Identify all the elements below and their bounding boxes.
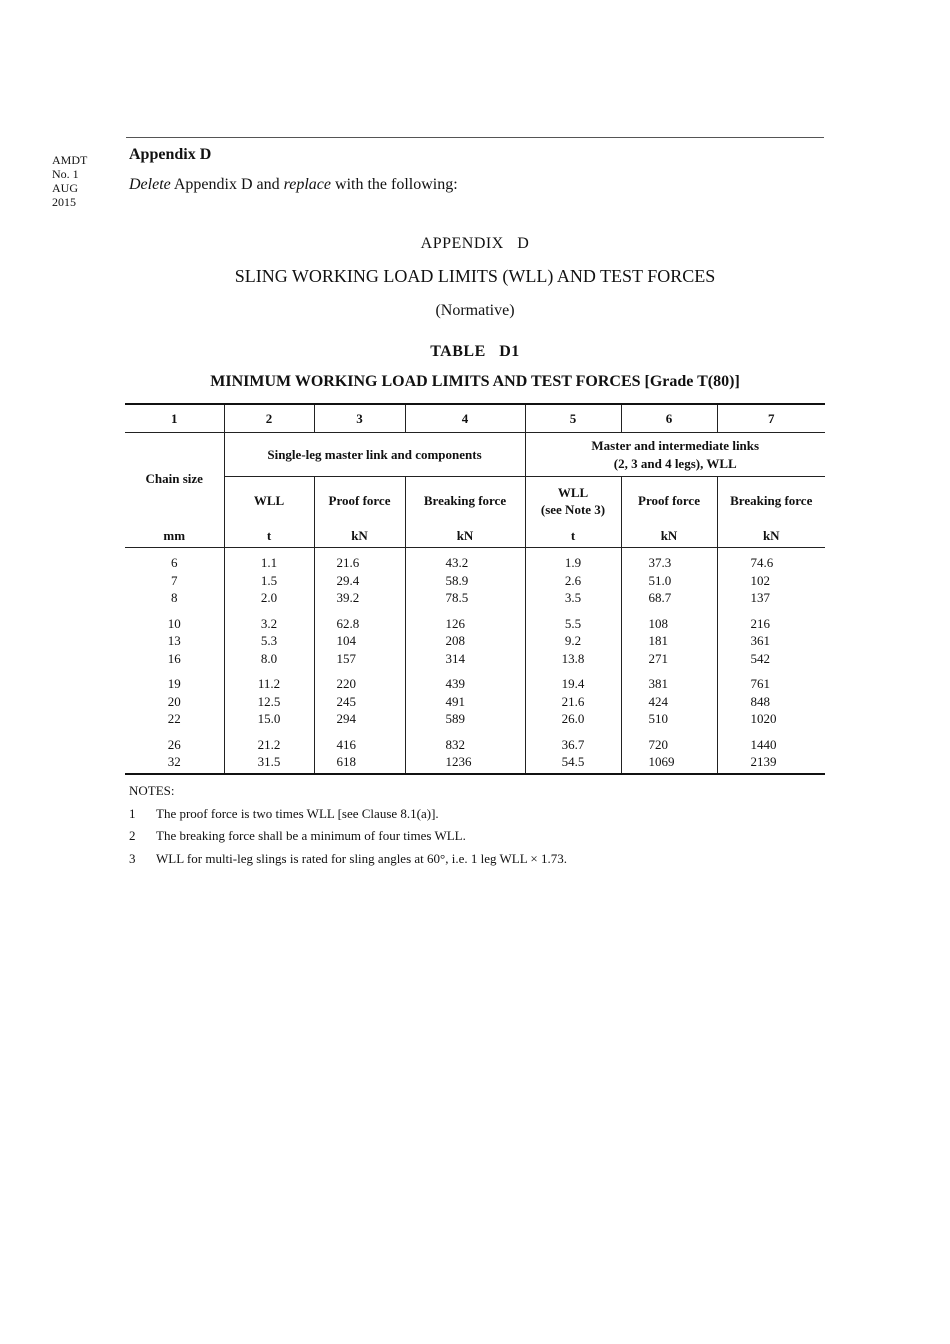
table-cell: 8.0: [224, 650, 314, 668]
table-cell: 31.5: [224, 753, 314, 774]
table-cell: 12.5: [224, 693, 314, 711]
column-number-row: [125, 404, 825, 433]
instruction-end: with the following:: [331, 176, 458, 193]
note-item: [129, 803, 567, 826]
appendix-status: (Normative): [435, 302, 515, 319]
table-cell: 8: [125, 589, 224, 607]
column-number: 7: [717, 404, 825, 433]
notes-heading: NOTES:: [129, 783, 175, 798]
table-cell: 11.2: [224, 667, 314, 693]
table-row: [125, 589, 825, 607]
multi-wll-header: [525, 477, 621, 525]
proof-force-header: Proof force: [314, 477, 405, 525]
table-cell: 416: [314, 728, 405, 754]
multi-wll-line: WLL: [557, 484, 589, 500]
column-number: 4: [405, 404, 525, 433]
table-cell: 102: [750, 572, 770, 588]
multi-leg-group-header: [525, 433, 825, 477]
note-item: [129, 825, 567, 848]
table-cell: 1.5: [224, 572, 314, 590]
unit-cell: t: [525, 524, 621, 548]
note-text: WLL for multi-leg slings is rated for sling angles at 60°, i.e. 1 leg WLL × 1.73.: [156, 850, 567, 866]
note-item: [129, 848, 567, 871]
table-cell: 1020: [750, 711, 777, 726]
table-cell: 220: [314, 667, 405, 693]
table-cell: 10: [125, 607, 224, 633]
appendix-label: APPENDIX D: [420, 235, 530, 252]
chain-size-header: Chain size: [125, 433, 224, 525]
table-cell: 137: [750, 590, 770, 605]
table-cell: 618: [314, 753, 405, 774]
amendment-instruction: [129, 176, 458, 194]
top-divider: [126, 137, 824, 138]
table-cell: 62.8: [314, 607, 405, 633]
table-cell: 1440: [750, 736, 777, 752]
wll-header: WLL: [224, 477, 314, 525]
table-cell: 2.0: [224, 589, 314, 607]
table-cell: 6: [125, 548, 224, 572]
margin-note-line: AUG: [52, 181, 78, 195]
note-text: The proof force is two times WLL [see Clause 8.1(a)].: [156, 805, 439, 821]
table-cell: 720: [621, 728, 717, 754]
table-row: [125, 693, 825, 711]
table-cell: 1236: [405, 753, 525, 774]
instruction-delete: Delete: [129, 176, 171, 193]
table-cell: 491: [405, 693, 525, 711]
table-title: MINIMUM WORKING LOAD LIMITS AND TEST FORCES [Grade T(80)]: [210, 373, 740, 390]
table-cell: 589: [405, 710, 525, 728]
unit-cell: kN: [314, 524, 405, 548]
table-cell: 39.2: [314, 589, 405, 607]
table-cell: 314: [405, 650, 525, 668]
table-row: [125, 548, 825, 572]
unit-cell: kN: [405, 524, 525, 548]
table-cell: 29.4: [314, 572, 405, 590]
table-cell: 1.9: [525, 548, 621, 572]
table-cell: 510: [621, 710, 717, 728]
column-number: 5: [525, 404, 621, 433]
column-number: 6: [621, 404, 717, 433]
margin-note-line: No. 1: [52, 167, 79, 181]
table-cell: 32: [125, 753, 224, 774]
table-cell: 542: [750, 650, 770, 666]
amendment-margin-note: [52, 153, 87, 209]
unit-cell: t: [224, 524, 314, 548]
table-cell: 13: [125, 632, 224, 650]
table-cell: 439: [405, 667, 525, 693]
table-cell: 26.0: [525, 710, 621, 728]
note-number: 1: [129, 805, 136, 821]
table-row: [125, 753, 825, 774]
multi-wll-note: (see Note 3): [540, 501, 606, 517]
table-cell: 51.0: [621, 572, 717, 590]
table-row: [125, 632, 825, 650]
table-cell: 21.6: [314, 548, 405, 572]
table-row: [125, 607, 825, 633]
table-cell: 245: [314, 693, 405, 711]
table-cell: 2139: [717, 753, 825, 774]
table-cell: 2.6: [525, 572, 621, 590]
table-cell: 21.6: [525, 693, 621, 711]
table-body: [125, 548, 825, 774]
table-cell: 361: [750, 633, 770, 648]
column-number: 3: [314, 404, 405, 433]
multi-leg-group-line: (2, 3 and 4 legs), WLL: [613, 455, 737, 471]
table-cell: 381: [621, 667, 717, 693]
margin-note-line: AMDT: [52, 153, 88, 167]
table-cell: 54.5: [525, 753, 621, 774]
breaking-force-header: Breaking force: [405, 477, 525, 525]
table-cell: 848: [750, 693, 770, 709]
table-cell: 21.2: [224, 728, 314, 754]
units-row: [125, 524, 825, 548]
multi-proof-force-header: Proof force: [621, 477, 717, 525]
table-cell: 294: [314, 710, 405, 728]
table-cell: 104: [314, 632, 405, 650]
table-cell: 7: [125, 572, 224, 590]
table-cell: 761: [750, 676, 770, 691]
single-leg-group-header: Single-leg master link and components: [224, 433, 525, 477]
table-label: TABLE D1: [430, 343, 520, 360]
notes-section: [129, 780, 567, 870]
table-cell: 26: [125, 728, 224, 754]
table-cell: 13.8: [525, 650, 621, 668]
table-cell: 424: [621, 693, 717, 711]
table-cell: 208: [405, 632, 525, 650]
instruction-mid: Appendix D and: [170, 176, 284, 193]
table-cell: 157: [314, 650, 405, 668]
table-cell: 74.6: [750, 555, 774, 570]
table-cell: 108: [621, 607, 717, 633]
column-number: 2: [224, 404, 314, 433]
table-cell: 126: [405, 607, 525, 633]
table-cell: 832: [405, 728, 525, 754]
table-cell: 1069: [621, 753, 717, 774]
appendix-title: SLING WORKING LOAD LIMITS (WLL) AND TEST FORCES: [234, 266, 716, 286]
table-cell: 20: [125, 693, 224, 711]
unit-cell: kN: [621, 524, 717, 548]
unit-cell: mm: [125, 524, 224, 548]
table-cell: 271: [621, 650, 717, 668]
header-group-row: [125, 433, 825, 477]
table-cell: 16: [125, 650, 224, 668]
table-cell: 36.7: [525, 728, 621, 754]
table-cell: 5.5: [525, 607, 621, 633]
unit-cell: kN: [717, 524, 825, 548]
table-cell: 43.2: [405, 548, 525, 572]
table-cell: 216: [750, 615, 770, 631]
note-text: The breaking force shall be a minimum of four times WLL.: [156, 828, 466, 843]
multi-breaking-force-header: Breaking force: [730, 493, 813, 508]
table-cell: 78.5: [405, 589, 525, 607]
table-cell: 22: [125, 710, 224, 728]
table-cell: 1.1: [224, 548, 314, 572]
table-cell: 68.7: [621, 589, 717, 607]
column-number: 1: [125, 404, 224, 433]
margin-note-line: 2015: [52, 195, 76, 209]
header-sub-row: [125, 477, 825, 525]
table-row: [125, 572, 825, 590]
table-cell: 37.3: [621, 548, 717, 572]
table-cell: 3.2: [224, 607, 314, 633]
table-row: [125, 667, 825, 693]
table-cell: 19: [125, 667, 224, 693]
note-number: 3: [129, 850, 136, 866]
note-number: 2: [129, 828, 136, 843]
table-cell: 3.5: [525, 589, 621, 607]
wll-table: [125, 403, 825, 775]
multi-leg-group-line: Master and intermediate links: [591, 437, 760, 453]
table-row: [125, 710, 825, 728]
instruction-replace: replace: [283, 176, 332, 193]
table-row: [125, 728, 825, 754]
table-row: [125, 650, 825, 668]
table-cell: 9.2: [525, 632, 621, 650]
table-cell: 19.4: [525, 667, 621, 693]
table-cell: 5.3: [224, 632, 314, 650]
table-cell: 181: [621, 632, 717, 650]
table-cell: 15.0: [224, 710, 314, 728]
amendment-heading: Appendix D: [129, 146, 212, 163]
table-cell: 58.9: [405, 572, 525, 590]
